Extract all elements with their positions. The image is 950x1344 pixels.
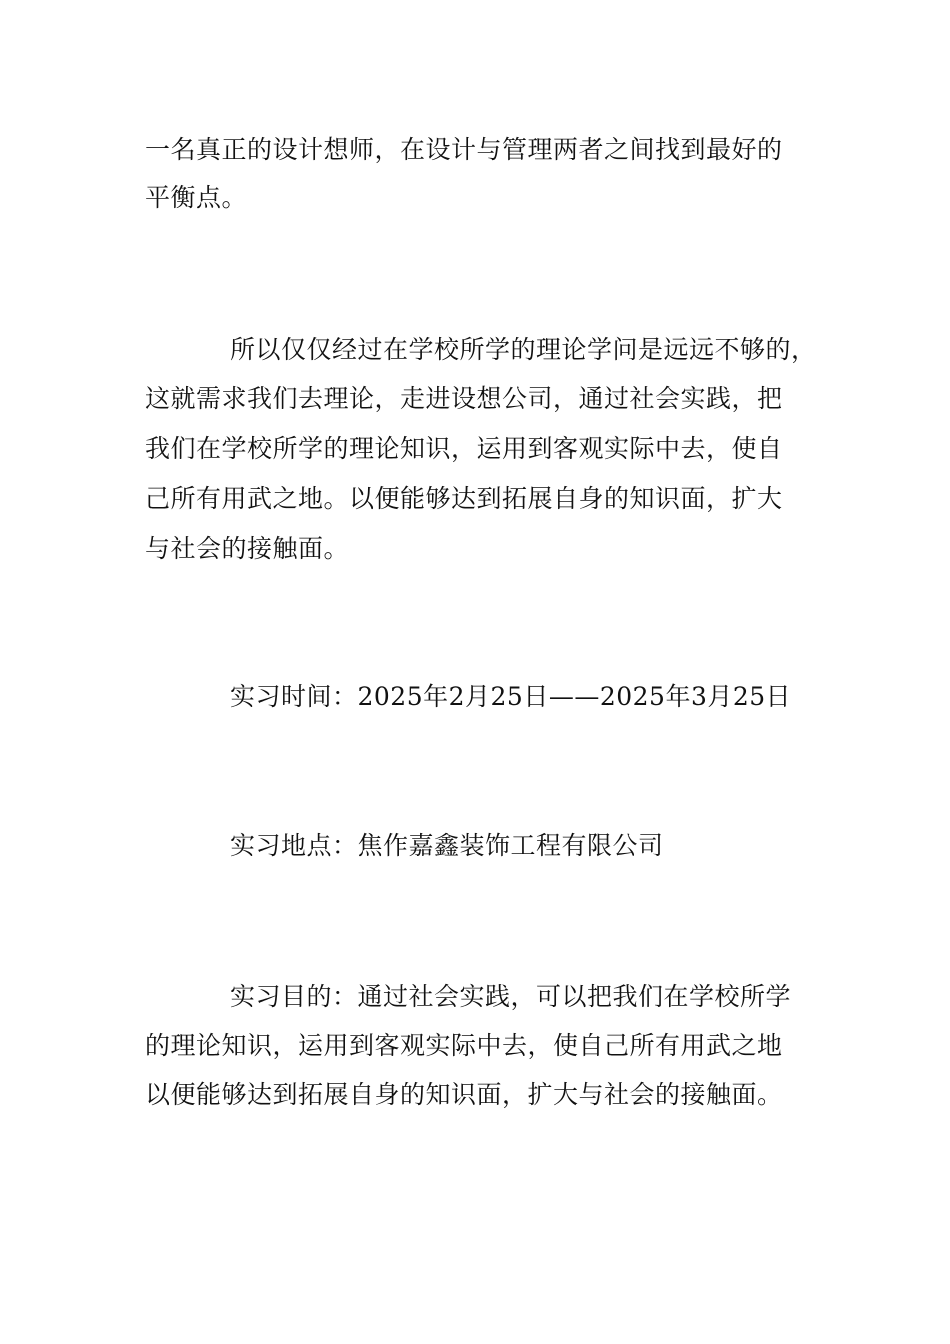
internship-location: 实习地点：焦作嘉鑫装饰工程有限公司 [230,831,664,860]
internship-purpose-line-2: 的理论知识，运用到客观实际中去，使自己所有用武之地 [145,1031,783,1060]
paragraph-1-line-2: 平衡点。 [145,183,248,212]
internship-time: 实习时间：2025年2月25日——2025年3月25日 [230,682,792,711]
paragraph-2-line-2: 这就需求我们去理论，走进设想公司，通过社会实践，把 [145,384,783,413]
paragraph-1-line-1: 一名真正的设计想师，在设计与管理两者之间找到最好的 [145,135,783,164]
paragraph-2-line-5: 与社会的接触面。 [145,534,350,563]
paragraph-2-line-1: 所以仅仅经过在学校所学的理论学问是远远不够的， [230,335,817,364]
internship-purpose-line-3: 以便能够达到拓展自身的知识面，扩大与社会的接触面。 [145,1080,783,1109]
internship-purpose-line-1: 实习目的：通过社会实践，可以把我们在学校所学 [230,982,792,1011]
paragraph-2-line-3: 我们在学校所学的理论知识，运用到客观实际中去，使自 [145,434,783,463]
paragraph-2-line-4: 己所有用武之地。以便能够达到拓展自身的知识面，扩大 [145,484,783,513]
